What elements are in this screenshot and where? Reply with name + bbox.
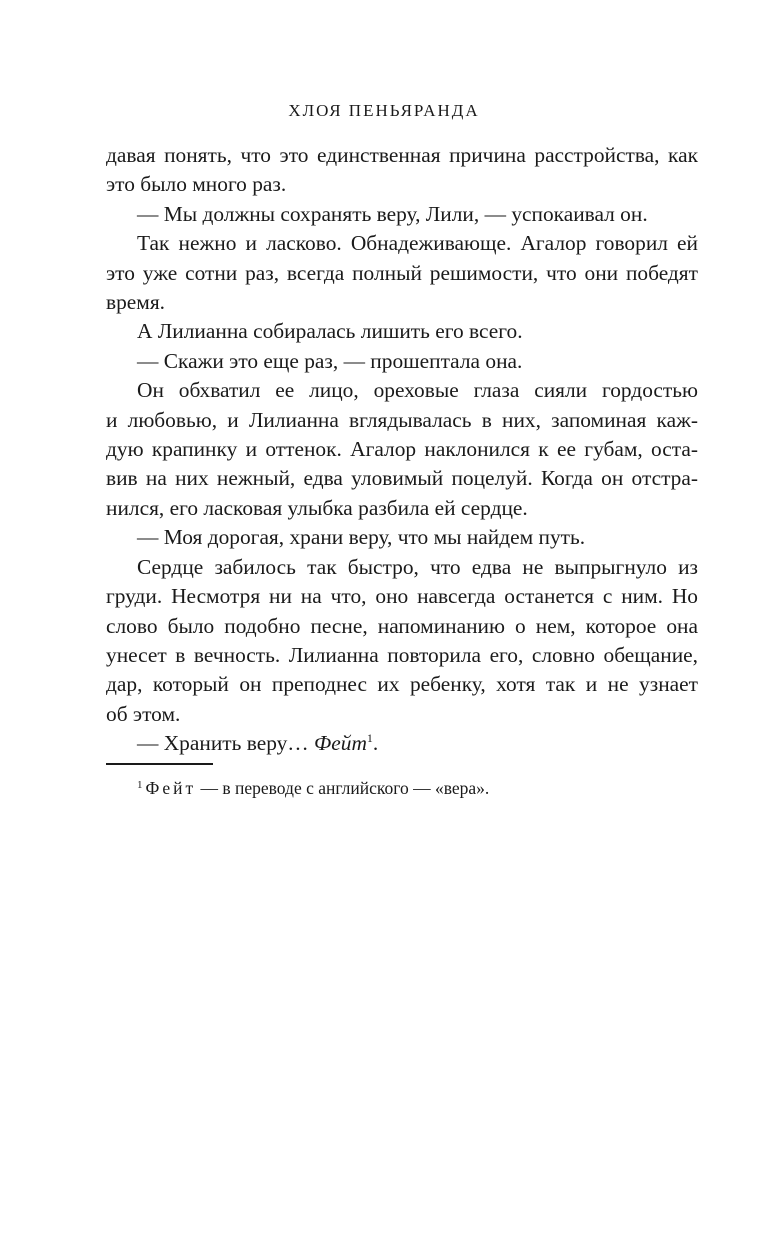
text-line: Так нежно и ласково. Обнадеживающе. Агалор говорил ей <box>137 231 698 256</box>
final-line-text: — Хранить веру… <box>137 731 315 756</box>
faith-word: Фейт <box>314 731 367 756</box>
text-line: унесет в вечность. Лилианна повторила его, словно обещание, <box>106 642 698 667</box>
text-line: об этом. <box>106 701 181 726</box>
text-line: Он обхватил ее лицо, ореховые глаза сияли гордостью <box>137 378 698 403</box>
footnote <box>137 777 489 799</box>
text-line: — Моя дорогая, храни веру, что мы найдем путь. <box>137 525 586 550</box>
text-line: — Скажи это еще раз, — прошептала она. <box>137 348 523 373</box>
body-text <box>106 141 698 759</box>
text-line: и любовью, и Лилианна вглядывалась в них, запоминая каж- <box>106 407 698 432</box>
text-line: А Лилианна собиралась лишить его всего. <box>137 319 523 344</box>
text-line: это уже сотни раз, всегда полный решимости, что они победят <box>106 260 698 285</box>
text-line: давая понять, что это единственная причина расстройства, как <box>106 143 698 167</box>
text-line: вив на них нежный, едва уловимый поцелуй. Когда он отстра- <box>106 466 698 491</box>
text-line-final <box>106 729 698 758</box>
text-line: дую крапинку и оттенок. Агалор наклонился к ее губам, оста- <box>106 437 698 462</box>
footnote-text: — в переводе с английского — «вера». <box>196 778 490 798</box>
text-line: нился, его ласковая улыбка разбила ей сердце. <box>106 495 528 520</box>
text-line: это было много раз. <box>106 172 287 197</box>
text-line: Сердце забилось так быстро, что едва не выпрыгнуло из <box>137 554 698 579</box>
text-line: дар, который он преподнес их ребенку, хотя так и не узнает <box>106 672 698 697</box>
footnote-number: 1 <box>137 779 143 791</box>
text-line: — Мы должны сохранять веру, Лили, — успокаивал он. <box>137 201 648 226</box>
final-period: . <box>372 731 379 756</box>
running-head: ХЛОЯ ПЕНЬЯРАНДА <box>288 101 480 120</box>
text-line: груди. Несмотря ни на что, оно навсегда останется с ним. Но <box>106 584 698 609</box>
footnote-reference[interactable]: 1 <box>366 731 373 746</box>
text-line: слово было подобно песне, напоминанию о нем, которое она <box>106 613 698 638</box>
footnote-term: Фейт <box>145 778 197 798</box>
text-line: время. <box>106 290 166 315</box>
footnote-divider <box>106 763 213 765</box>
